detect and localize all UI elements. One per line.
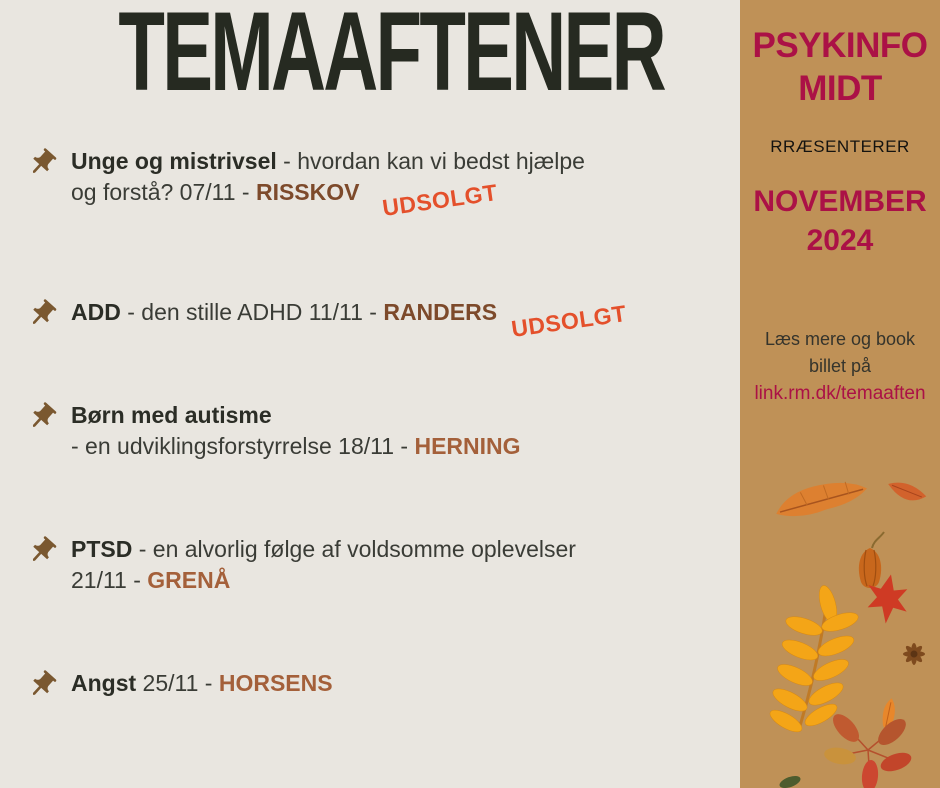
physalis-icon <box>859 532 884 588</box>
event-text <box>71 534 576 596</box>
event-date: 21/11 - <box>71 567 148 593</box>
event-location: RANDERS <box>383 299 498 325</box>
month-label <box>740 182 940 260</box>
event-line <box>71 400 521 431</box>
month-line-2: 2024 <box>806 224 874 257</box>
event-line <box>71 177 585 221</box>
rowan-leaf-icon <box>767 584 860 736</box>
brand-name <box>740 24 940 110</box>
green-leaf-icon <box>778 774 802 788</box>
event-location: RISSKOV <box>255 179 360 205</box>
event-line <box>71 565 576 596</box>
event-description: - en alvorlig følge af voldsomme oplevelser <box>132 536 576 562</box>
star-anise-icon <box>903 643 925 665</box>
pushpin-icon <box>26 147 58 179</box>
presents-label: RRÆSENTERER <box>770 137 910 156</box>
booking-info-line-1: Læs mere og book <box>764 329 916 349</box>
oak-leaf-icon <box>772 476 869 522</box>
event-description: - den stille ADHD 11/11 - <box>120 299 384 325</box>
event-text <box>71 400 521 462</box>
event-line <box>71 431 521 462</box>
event-text <box>71 668 333 699</box>
event-line <box>71 668 333 699</box>
event-title: ADD <box>71 299 121 325</box>
event-title: PTSD <box>71 536 133 562</box>
event-text <box>71 146 585 221</box>
event-title: Angst <box>71 670 137 696</box>
brand-line-2: MIDT <box>798 69 882 108</box>
sidebar <box>740 0 940 788</box>
pushpin-icon <box>26 298 58 330</box>
event-location: HORSENS <box>218 670 333 696</box>
event-item-born-med-autisme <box>26 400 726 462</box>
event-item-ptsd <box>26 534 726 596</box>
event-date: og forstå? 07/11 - <box>71 179 256 205</box>
pushpin-icon <box>26 669 58 701</box>
soldout-stamp: UDSOLGT <box>380 179 499 221</box>
booking-info <box>740 326 940 380</box>
small-autumn-leaf-icon <box>885 478 928 505</box>
pushpin-icon <box>26 535 58 567</box>
pushpin-icon <box>26 401 58 433</box>
page-title: TEMAAFTENER <box>118 0 664 114</box>
event-title: Børn med autisme <box>71 402 272 428</box>
event-item-angst <box>26 668 726 701</box>
event-location: GRENÅ <box>147 567 231 593</box>
event-title: Unge og mistrivsel <box>71 148 277 174</box>
brand-line-1: PSYKINFO <box>752 26 928 65</box>
month-line-1: NOVEMBER <box>753 185 927 218</box>
booking-link[interactable]: link.rm.dk/temaaften <box>754 383 926 404</box>
creeper-leaf-icon <box>823 710 914 788</box>
event-line <box>71 297 629 342</box>
event-location: HERNING <box>414 433 521 459</box>
event-description: - en udviklingsforstyrrelse 18/11 - <box>71 433 415 459</box>
event-line <box>71 534 576 565</box>
event-item-unge-og-mistrivsel <box>26 146 726 221</box>
soldout-stamp: UDSOLGT <box>509 300 629 342</box>
event-description: - hvordan kan vi bedst hjælpe <box>276 148 585 174</box>
event-date: 25/11 - <box>136 670 219 696</box>
event-item-add <box>26 297 726 342</box>
event-text <box>71 297 629 342</box>
event-line <box>71 146 585 177</box>
autumn-leaves-decoration <box>740 458 940 788</box>
booking-info-line-2: billet på <box>808 356 872 376</box>
